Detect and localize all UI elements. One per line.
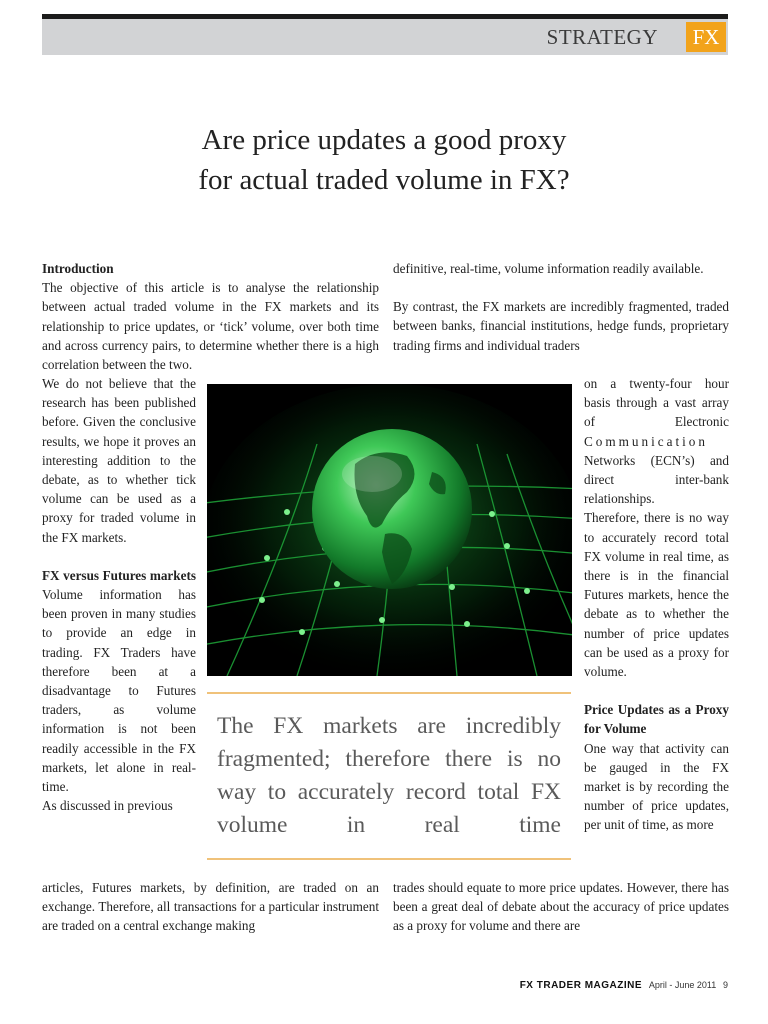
intro-paragraph: The objective of this article is to analyse the relationship between actual traded volume in the FX markets and its relationship to price updates, or ‘tick’ volume, over both time and across currency pairs, to determine whether there is a high correlation between the two.	[42, 280, 379, 373]
intro-heading: Introduction	[42, 261, 114, 276]
discussed-line: As discussed in previous	[42, 798, 173, 814]
right-bottom-block	[393, 878, 729, 936]
futures-heading: FX versus Futures markets	[42, 567, 196, 583]
pull-quote-text: The FX markets are incredibly fragmented; therefore there is no way to accurately record total FX volume in real time	[217, 713, 561, 838]
article-title	[84, 120, 684, 200]
globe-illustration	[207, 384, 572, 676]
globe-grid-image	[207, 384, 572, 676]
right-narrow-block	[584, 374, 729, 835]
left-narrow-block	[42, 374, 196, 815]
page-footer	[520, 980, 728, 991]
pull-quote-bottom-rule	[207, 858, 571, 860]
price-paragraph: One way that activity can be gauged in the FX market is by recording the number of price updates, per unit of time, as more	[584, 740, 729, 833]
left-bottom-block	[42, 878, 379, 936]
left-bottom-paragraph: articles, Futures markets, by definition, are traded on an exchange. Therefore, all transactions for a particular instrument are traded on a central exchange making	[42, 880, 379, 934]
article-title-line-1: Are price updates a good proxy	[201, 124, 567, 156]
page-number: 9	[722, 980, 728, 990]
section-label: STRATEGY	[546, 25, 658, 49]
research-paragraph: We do not believe that the research has been published before. Given the conclusive results, we hope it proves an interesting addition to the debate, as to whether tick volume can be used as a proxy for traded volume in the FX markets.	[42, 376, 196, 545]
contrast-paragraph: By contrast, the FX markets are incredibly fragmented, traded between banks, financial institutions, hedge funds, proprietary trading firms and individual traders	[393, 299, 729, 353]
article-title-line-2: for actual traded volume in FX?	[198, 164, 570, 196]
price-heading: Price Updates as a Proxy for Volume	[584, 702, 729, 737]
pull-quote-top-rule	[207, 692, 571, 694]
intro-block	[42, 259, 379, 374]
section-badge: FX	[686, 22, 726, 52]
section-header	[42, 19, 728, 55]
wrap-paragraph	[584, 374, 729, 508]
volume-paragraph: Volume information has been proven in many studies to provide an edge in trading. FX Traders have therefore been at a disadvantage to Futures traders, as volume information is not been readily accessible in the FX markets, let alone in real-time.	[42, 587, 196, 795]
wrap-text-2: Networks (ECN’s) and direct inter-bank relationships.	[584, 452, 729, 507]
wrap-word: Communication	[584, 433, 708, 449]
pull-quote	[207, 692, 571, 860]
magazine-name: FX TRADER MAGAZINE	[519, 980, 643, 991]
wrap-text-1: on a twenty-four hour basis through a vast array of Electronic	[584, 376, 729, 430]
right-bottom-paragraph: trades should equate to more price updates. However, there has been a great deal of debate about the accuracy of price updates as a proxy for volume and there are	[393, 880, 729, 934]
therefore-paragraph: Therefore, there is no way to accurately record total FX volume in real time, as there is in the financial Futures markets, hence the debate as to whether the number of price updates can be used as a proxy for volume.	[584, 510, 729, 680]
right-top-paragraph: definitive, real-time, volume information readily available.	[393, 261, 704, 276]
right-top-block	[393, 259, 729, 355]
issue-date: April - June 2011	[648, 980, 717, 990]
